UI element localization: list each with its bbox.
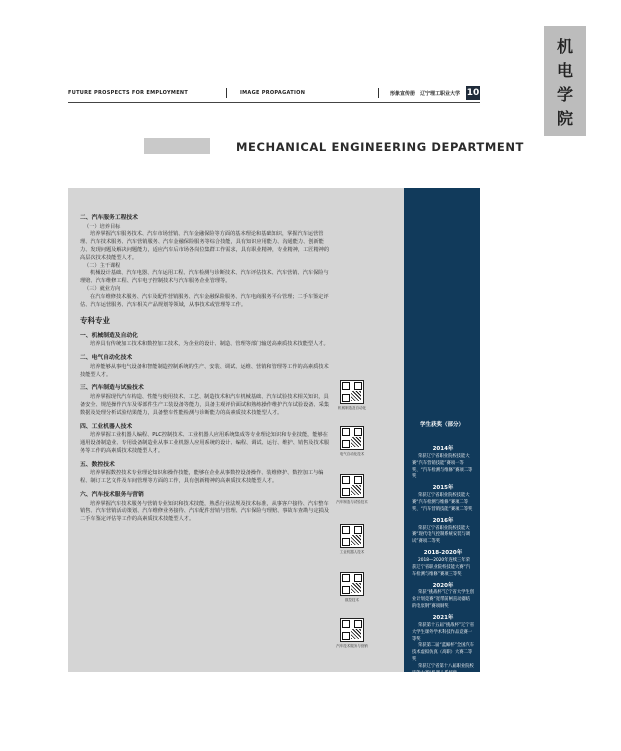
header-left-label: FUTURE PROSPECTS FOR EMPLOYMENT — [68, 90, 189, 96]
qr-caption: 汽车制造与试验技术 — [336, 500, 368, 504]
page-number: 10 — [466, 88, 480, 98]
department-title: MECHANICAL ENGINEERING DEPARTMENT — [236, 140, 525, 154]
qr-caption: 机械制造及自动化 — [338, 406, 366, 410]
major-text: 培养掌握现代汽车构造、性能与使用技术、工艺、制造技术和汽车机械基础、汽车试验技术相关知识，具备安全、规范操作汽车及零部件生产工装设备等能力，具备主观评价面试和熟练操作维护汽车试验设备、采集数据及处理分析试验结果能力，具备整车性能检测与诊断能力的高素质技术技能型人才。 — [80, 394, 330, 416]
award-item: 荣获辽宁省第十八届职业院校技能大赛“机器人系统集成”和“机器视觉系统应用”赛项二等奖 — [412, 664, 474, 690]
subsection-label: （二）主干课程 — [84, 262, 121, 269]
award-item: 荣获辽宁省职业院校技能大赛“汽车营销技能”赛项一等奖、“汽车检测与维修”赛项二等奖 — [412, 453, 473, 480]
qr-caption: 工业机器人技术 — [339, 550, 365, 554]
award-year: 2021年 — [432, 614, 454, 621]
award-item: 荣获“挑战杯”辽宁省大学生创业计划竞赛“宽带前闸直动器结的电泵钢”赛项铜奖 — [412, 590, 475, 610]
majors-title: 专科专业 — [80, 316, 110, 326]
qr-code-icon[interactable] — [340, 572, 364, 596]
header-middle-label: IMAGE PROPAGATION — [240, 90, 306, 96]
header-brochure-label: 形象宣传册 — [390, 91, 416, 97]
award-year: 2020年 — [432, 582, 454, 589]
qr-caption: 电气自动化技术 — [339, 452, 365, 456]
awards-list — [412, 442, 474, 747]
major-title: 二、电气自动化技术 — [80, 355, 133, 362]
qr-caption: 汽车技术服务与营销 — [336, 644, 368, 648]
award-item: 2018—2020年连续三年荣获辽宁省职业院校技能大赛“汽车检测与维修”赛项三等奖 — [412, 557, 471, 577]
qr-code-icon[interactable] — [340, 524, 364, 548]
header-divider — [378, 88, 379, 98]
major-title: 五、数控技术 — [80, 461, 115, 468]
awards-title: 学生获奖（部分） — [419, 422, 464, 428]
awards-panel — [404, 188, 480, 745]
major-text: 培养掌握数控技术专业理论知识和操作技能，能够在企业从事数控设备操作、装维修护、数控加工与编程、制订工艺文件及车间管理等方面的工作，具有创新精神的高素质技术技能型人才。 — [80, 470, 324, 485]
qr-code-icon[interactable] — [340, 474, 364, 498]
qr-code-icon[interactable] — [340, 380, 364, 404]
major-title: 六、汽车技术服务与营销 — [80, 491, 144, 498]
paragraph: 在汽车维修技术服务、汽车及配件营销服务、汽车金融保险服务、汽车电商服务平台管理；二手车鉴定评估、汽车运营服务、汽车相关产品规划等领域，从事技术或管理等工作。 — [80, 293, 329, 308]
major-title: 一、机械制造及自动化 — [80, 332, 138, 339]
major-text: 培养能够从事电气设备和智能制造控制系统的生产、安装、调试、运维、营销和管理等工作的高素质技术技能型人才。 — [80, 363, 329, 378]
header-school-label: 辽宁理工职业大学 — [420, 91, 461, 97]
award-year: 2015年 — [432, 485, 454, 492]
decorative-bar — [144, 138, 210, 154]
side-tab-char: 学 — [556, 85, 573, 104]
award-item: 荣获辽宁省职业院校技能大赛“汽车检测与维修”赛项二等奖、“汽车营销技能”赛项二等奖 — [412, 493, 473, 512]
major-title: 四、工业机器人技术 — [80, 423, 133, 430]
header-rule — [68, 102, 480, 103]
qr-code-icon[interactable] — [340, 426, 364, 450]
subsection-label: （一）培养目标 — [84, 223, 121, 230]
qr-code-icon[interactable] — [340, 618, 364, 642]
major-text: 培养掌握工业机器人编程、PLC控制技术、工业机器人应用系统集成等专业理论知识和专业技能，能够在通用设备制造业、专用设备制造业从事工业机器人应用系统的设计、编程、调试、运行、维护、销售及技术服务等工作的高素质技术技能型人才。 — [80, 432, 330, 454]
award-item: 荣获辽宁省第十八届职业院校技能大赛“数控机床装调与技术改造”、“现代电气控制系统安装与调试”和“汽车营术”赛项三等奖 — [412, 691, 474, 725]
page-header — [68, 86, 478, 102]
side-tab-char: 机 — [556, 37, 573, 56]
section-title: 二、汽车服务工程技术 — [80, 215, 138, 221]
paragraph: 培养掌握汽车服务技术、汽车市场营销、汽车金融保险等方面的基本理论和基础知识，掌握汽车运营管理、汽车技术服务、汽车营销服务、汽车金融保险服务等综合技能，具有知识应用能力、沟通能力、创新能力、发现问题及解决问题能力，适应汽车后市场各岗位集群工作需求，具有职业精神，专业精神，工匠精神的高层次技术技能型人才。 — [80, 231, 330, 261]
major-title: 三、汽车制造与试验技术 — [80, 385, 144, 392]
award-year: 2016年 — [432, 517, 454, 524]
side-tab-char: 院 — [556, 109, 573, 128]
award-year: 2014年 — [432, 446, 454, 452]
qr-caption: 数控技术 — [345, 598, 359, 602]
header-divider — [226, 88, 227, 98]
side-tab-char: 电 — [556, 61, 573, 80]
award-year: 2018-2020年 — [423, 550, 463, 557]
award-item: 荣获第十五届“挑战杯”辽宁省大学生课外学术科技作品竞赛一等奖 — [412, 622, 475, 642]
award-item: 荣获第二届“蓝鲸杯”全国汽车技术虚拟仿真（高职）大赛二等奖 — [412, 643, 475, 663]
side-tab — [544, 26, 586, 136]
award-item: 荣获“挑战杯”辽宁省大学生创业计划竞赛“智能电子锁”赛项三等奖 — [412, 725, 475, 745]
content-body — [80, 214, 330, 524]
paragraph: 机械设计基础、汽车电器、汽车运用工程、汽车检测与诊断技术、汽车评估技术、汽车营销、汽车保险与理赔、汽车维修工程、汽车电子控制技术与汽车服务企业管理等。 — [80, 270, 329, 285]
subsection-label: （三）就业方向 — [84, 286, 121, 293]
award-item: 荣获辽宁省职业院校技能大赛“现代电气控制系统安装与调试”赛项二等奖 — [412, 525, 471, 545]
major-text: 培养掌握汽车技术服务与营销专业知识和技术技能，熟悉行业法规及技术标准，从事客户接待、汽车整车销售、汽车营销活动策划、汽车维修业务接待、汽车配件营销与管理、汽车保险与理赔、事故车查勘与定损及二手车鉴定评估等工作的高素质技术技能型人才。 — [80, 500, 330, 523]
major-text: 培养具有传统加工技术和数控加工技术，为企业的设计、制造、管理等部门输送高素质技术技能型人才。 — [90, 341, 329, 348]
